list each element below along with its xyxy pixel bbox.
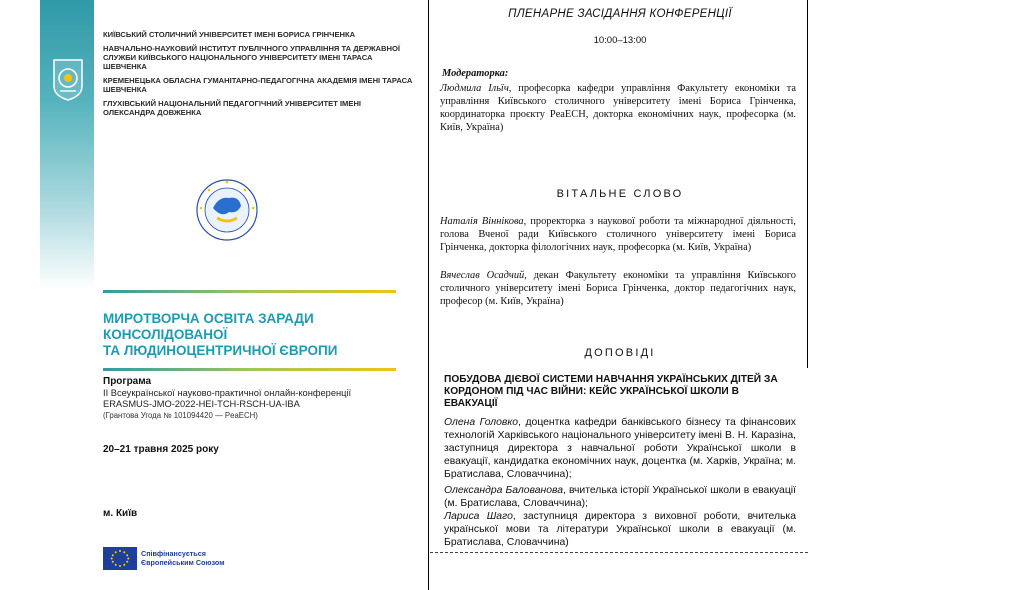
program-label: Програма: [103, 376, 152, 387]
decorative-side-band: [40, 0, 94, 290]
page-separator: [428, 0, 429, 590]
cover-title-line-2: КОНСОЛІДОВАНОЇ: [103, 327, 228, 342]
talk-speaker-3-name: Лариса Шаго: [444, 511, 513, 522]
welcome-speaker-1-description: , проректорка з наукової роботи та міжнародної діяльності, голова Вченої ради Київського столичного університету імені Бориса Грінченка, докторка філологічних наук, професорка (м. Київ, Україна): [440, 216, 796, 253]
moderator-entry: [440, 82, 796, 134]
cover-page: [0, 0, 428, 590]
welcome-heading: ВІТАЛЬНЕ СЛОВО: [556, 188, 684, 200]
conference-dates: 20–21 травня 2025 року: [103, 444, 219, 455]
eu-text-line-1: Співфінансується: [141, 549, 206, 558]
conference-city: м. Київ: [103, 508, 138, 519]
moderator-label: Модераторка:: [442, 68, 509, 79]
institution-4: ГЛУХІВСЬКИЙ НАЦІОНАЛЬНИЙ ПЕДАГОГІЧНИЙ УНІВЕРСИТЕТ ІМЕНІ ОЛЕКСАНДРА ДОВЖЕНКА: [103, 99, 362, 117]
peace-education-logo-icon: [195, 178, 259, 242]
reports-heading: ДОПОВІДІ: [584, 347, 656, 359]
welcome-speaker-2: [440, 269, 796, 308]
gradient-divider-middle: [103, 368, 396, 371]
grant-agreement: (Грантова Угода № 101094420 — PeaECH): [103, 411, 258, 420]
gradient-divider-top: [103, 290, 396, 293]
program-block: [103, 376, 403, 421]
eu-text-line-2: Європейським Союзом: [141, 558, 225, 567]
talk-speaker-1: [444, 416, 796, 481]
plenary-heading: ПЛЕНАРНЕ ЗАСІДАННЯ КОНФЕРЕНЦІЇ: [508, 8, 732, 20]
talk-speaker-3: [444, 510, 796, 549]
institution-2: НАВЧАЛЬНО-НАУКОВИЙ ІНСТИТУТ ПУБЛІЧНОГО УПРАВЛІННЯ ТА ДЕРЖАВНОЇ СЛУЖБИ КИЇВСЬКОГО НАЦІОНАЛЬНОГО УНІВЕРСИТЕТУ ІМЕНІ ТАРАСА ШЕВЧЕНКА: [103, 44, 401, 71]
welcome-speaker-2-name: Вячеслав Осадчий: [440, 270, 525, 281]
talk-speaker-2: [444, 484, 796, 510]
institution-3: КРЕМЕНЕЦЬКА ОБЛАСНА ГУМАНІТАРНО-ПЕДАГОГІЧНА АКАДЕМІЯ ІМЕНІ ТАРАСА ШЕВЧЕНКА: [103, 76, 413, 94]
talk-speaker-2-description: , вчителька історії Української школи в евакуації (м. Братислава, Словаччина);: [444, 485, 796, 509]
talk-title: ПОБУДОВА ДІЄВОЇ СИСТЕМИ НАВЧАННЯ УКРАЇНСЬКИХ ДІТЕЙ ЗА КОРДОНОМ ПІД ЧАС ВІЙНИ: КЕЙС УКРАЇНСЬКОЇ ШКОЛИ В ЕВАКУАЦІЇ: [444, 374, 778, 409]
moderator-description: , професорка кафедри управління Факультету економіки та управління Київського столичного університету імені Бориса Грінченка, координаторка проєкту PeaECH, докторка економічних наук, професорка (м. Київ, Україна): [440, 83, 796, 133]
bottom-rule: [430, 552, 808, 553]
talk-speaker-3-description: , заступниця директора з виховної роботи, вчителька української мови та літератури Української школи в евакуації (м. Братислава, Словаччина): [444, 511, 796, 548]
welcome-speaker-1-name: Наталія Віннікова: [440, 216, 524, 227]
cover-title-line-3: ТА ЛЮДИНОЦЕНТРИЧНОЇ ЄВРОПИ: [103, 343, 338, 358]
talk-speaker-1-name: Олена Головко: [444, 417, 519, 428]
institutions-list: [103, 30, 413, 122]
welcome-speaker-1: [440, 215, 796, 254]
welcome-speaker-2-description: , декан Факультету економіки та управління Київського столичного університету імені Бориса Грінченка, доктор педагогічних наук, професор (м. Київ, Україна): [440, 270, 796, 307]
program-line-2: ERASMUS-JMO-2022-HEI-TCH-RSCH-UA-IBA: [103, 399, 300, 409]
talk-speaker-1-description: , доцентка кафедри банківського бізнесу та фінансових технологій Харківського національного університету імені В. Н. Каразіна, заступниця директора з навчальної роботи Української школи в евакуації, кандидатка економічних наук, доцентка (м. Харків, Україна; м. Братислава, Словаччина);: [444, 417, 797, 480]
university-crest-icon: [52, 58, 84, 102]
eu-cofunded-text: [141, 549, 225, 567]
plenary-time: 10:00–13:00: [593, 35, 647, 46]
eu-flag-icon: [103, 547, 137, 570]
program-line-1: ІІ Всеукраїнської науково-практичної онлайн-конференції: [103, 388, 352, 398]
cover-title-line-1: МИРОТВОРЧА ОСВІТА ЗАРАДИ: [103, 311, 314, 326]
moderator-name: Людмила Ільїч: [440, 83, 509, 94]
institution-1: КИЇВСЬКИЙ СТОЛИЧНИЙ УНІВЕРСИТЕТ ІМЕНІ БОРИСА ГРІНЧЕНКА: [103, 30, 356, 39]
cover-title: [103, 311, 403, 359]
talk-speaker-2-name: Олександра Балованова: [444, 485, 563, 496]
